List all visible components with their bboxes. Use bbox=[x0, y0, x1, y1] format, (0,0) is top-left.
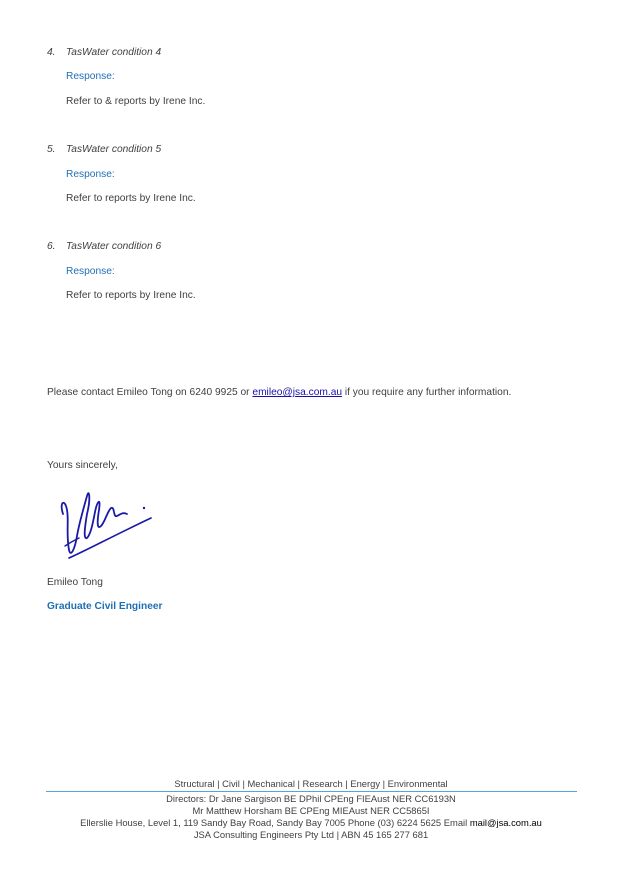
footer-services: Structural | Civil | Mechanical | Research | Energy | Environmental bbox=[174, 778, 448, 789]
response-label: Response: bbox=[66, 71, 115, 82]
handwritten-signature bbox=[57, 488, 157, 564]
signatory-name: Emileo Tong bbox=[47, 577, 103, 588]
footer-divider bbox=[46, 791, 577, 792]
condition-number: 6. bbox=[47, 241, 56, 252]
response-text: Refer to reports by Irene Inc. bbox=[66, 193, 196, 204]
condition-title: TasWater condition 5 bbox=[66, 144, 162, 155]
contact-text-after: if you require any further information. bbox=[342, 387, 512, 398]
response-text: Refer to & reports by Irene Inc. bbox=[66, 96, 206, 107]
footer-email[interactable]: mail@jsa.com.au bbox=[469, 817, 542, 828]
condition-title: TasWater condition 6 bbox=[66, 241, 162, 252]
footer-address bbox=[0, 817, 622, 828]
response-text: Refer to reports by Irene Inc. bbox=[66, 290, 196, 301]
footer-directors-line1: Directors: Dr Jane Sargison BE DPhil CPEng FIEAust NER CC6193N bbox=[166, 793, 456, 804]
contact-text-before: Please contact Emileo Tong on 6240 9925 or bbox=[47, 387, 253, 398]
footer-directors-line2: Mr Matthew Horsham BE CPEng MIEAust NER CC5865I bbox=[192, 805, 430, 816]
footer-address-text: Ellerslie House, Level 1, 119 Sandy Bay Road, Sandy Bay 7005 Phone (03) 6224 5625 Email bbox=[80, 817, 470, 828]
condition-title: TasWater condition 4 bbox=[66, 47, 162, 58]
contact-paragraph bbox=[47, 387, 511, 398]
condition-number: 5. bbox=[47, 144, 56, 155]
closing-salutation: Yours sincerely, bbox=[47, 460, 118, 471]
signatory-role: Graduate Civil Engineer bbox=[47, 601, 163, 612]
response-label: Response: bbox=[66, 266, 115, 277]
footer-company: JSA Consulting Engineers Pty Ltd | ABN 45 165 277 681 bbox=[193, 829, 429, 840]
condition-number: 4. bbox=[47, 47, 56, 58]
contact-email-link[interactable]: emileo@jsa.com.au bbox=[252, 387, 343, 398]
response-label: Response: bbox=[66, 169, 115, 180]
